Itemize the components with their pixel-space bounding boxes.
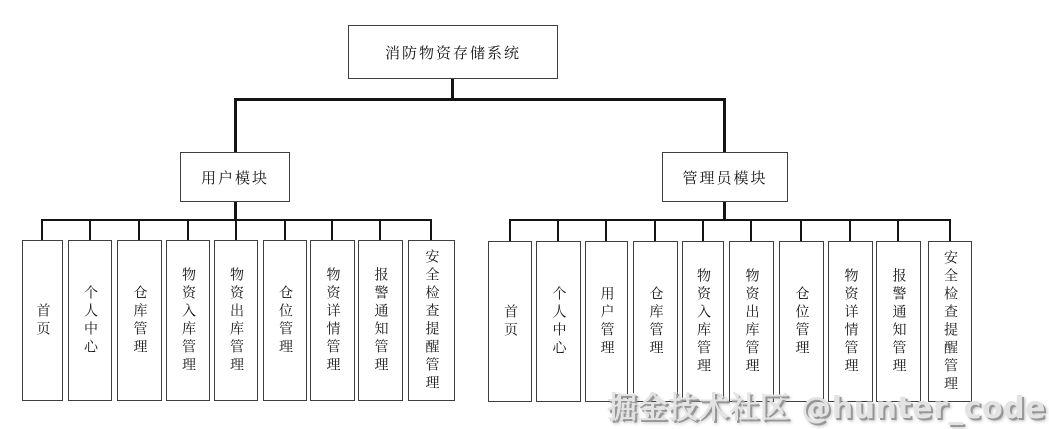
leaf-node (166, 240, 210, 401)
branch-node-user (180, 152, 290, 202)
leaf-node (729, 241, 774, 402)
connector-line (379, 219, 381, 240)
root-node-label: 消防物资存储系统 (384, 43, 521, 62)
leaf-node (536, 241, 581, 402)
leaf-node (358, 240, 403, 401)
leaf-node-label: 报警通知管理 (890, 267, 907, 376)
leaf-node (214, 240, 258, 401)
connector-line (89, 219, 91, 240)
leaf-node-label: 物资入库管理 (180, 266, 196, 375)
leaf-node (310, 240, 355, 401)
leaf-node-label: 用户管理 (598, 285, 615, 358)
connector-line (800, 219, 802, 242)
leaf-node (828, 241, 873, 402)
leaf-node-label: 仓位管理 (793, 285, 810, 358)
leaf-node-label: 仓库管理 (647, 285, 664, 358)
connector-line (331, 219, 333, 240)
leaf-node-label: 物资出库管理 (743, 267, 760, 376)
leaf-node (117, 240, 162, 401)
root-node (348, 25, 558, 79)
connector-line (654, 219, 656, 242)
leaf-node-label: 物资入库管理 (695, 267, 711, 376)
connector-line (187, 219, 189, 240)
leaf-node (22, 240, 63, 401)
leaf-node-label: 物资详情管理 (842, 267, 859, 376)
connector-line (234, 98, 237, 152)
leaf-node-label: 个人中心 (82, 284, 98, 357)
leaf-node (633, 241, 678, 402)
leaf-node (68, 240, 112, 401)
connector-line (430, 219, 432, 240)
connector-line (235, 219, 237, 240)
connector-line (949, 219, 951, 242)
leaf-node (408, 240, 455, 401)
connector-line (750, 219, 752, 242)
leaf-node-label: 物资出库管理 (228, 266, 244, 375)
branch-node-admin (662, 152, 788, 202)
connector-line (557, 219, 559, 242)
connector-line (451, 79, 454, 100)
branch-node-admin-label: 管理员模块 (682, 168, 768, 187)
leaf-node-label: 安全检查提醒管理 (942, 249, 958, 394)
leaf-node (263, 240, 307, 401)
connector-line (284, 219, 286, 240)
watermark: 掘金技术社区 @hunter_code (607, 391, 1046, 426)
leaf-node-label: 首页 (34, 302, 51, 339)
leaf-node (488, 241, 532, 402)
leaf-node (585, 241, 628, 402)
connector-line (723, 98, 726, 152)
connector-line (849, 219, 851, 242)
leaf-node (779, 241, 824, 402)
leaf-node-label: 物资详情管理 (324, 266, 341, 375)
connector-line (605, 219, 607, 242)
branch-node-user-label: 用户模块 (200, 168, 269, 187)
leaf-node-label: 仓位管理 (277, 284, 293, 357)
connector-line (509, 219, 511, 242)
connector-line (702, 219, 704, 242)
connector-line (234, 98, 726, 101)
connector-line (42, 219, 432, 221)
leaf-node (682, 241, 724, 402)
leaf-node (928, 241, 972, 402)
connector-line (138, 219, 140, 240)
leaf-node-label: 报警通知管理 (372, 266, 389, 375)
connector-line (509, 219, 951, 221)
leaf-node-label: 个人中心 (550, 285, 567, 358)
leaf-node-label: 首页 (502, 303, 518, 340)
leaf-node-label: 安全检查提醒管理 (423, 248, 440, 393)
connector-line (897, 219, 899, 242)
connector-line (41, 219, 43, 240)
leaf-node (876, 241, 921, 402)
leaf-node-label: 仓库管理 (131, 284, 148, 357)
